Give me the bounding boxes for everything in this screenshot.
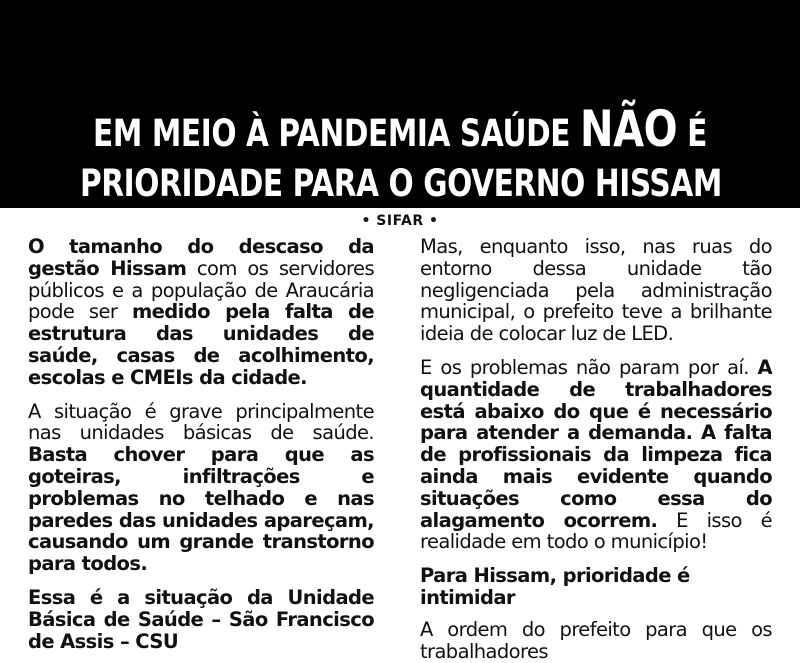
article-column-right: [420, 235, 772, 663]
headline: [80, 100, 722, 209]
headline-line-2: PRIORIDADE PARA O GOVERNO HISSAM: [80, 162, 722, 205]
byline: • SIFAR •: [361, 213, 439, 229]
headline-line-1: [80, 100, 720, 159]
paragraph-text: E os problemas não param por aí.: [420, 355, 758, 379]
paragraph-text: Mas, enquanto isso, nas ruas do entorno dessa unidade tão negligenciada pela administração municipal, o prefeito teve a brilhante ideia de colocar luz de LED.: [420, 235, 772, 346]
headline-text-2: É: [677, 112, 707, 155]
paragraph: [28, 587, 374, 652]
subheading: Para Hissam, prioridade é intimidar: [420, 564, 690, 609]
paragraph-bold: A quantidade de trabalhadores está abaixo do que é necessário para atender a demanda. A falta de profissionais da limpeza fica ainda mais evidente quando situações como essa do alagamento ocorrem.: [420, 355, 772, 532]
paragraph: [420, 236, 772, 345]
article-column-left: [28, 235, 375, 653]
paragraph-bold: Essa é a situação da Unidade Básica de Saúde – São Francisco de Assis – CSU: [28, 585, 374, 653]
paragraph: [420, 619, 772, 663]
paragraph-text: com os servidores públicos e a população de Araucária pode ser: [28, 256, 375, 324]
paragraph: [28, 401, 374, 575]
paragraph: [420, 357, 772, 553]
paragraph-text: E isso é realidade em todo o município!: [420, 508, 772, 554]
headline-text-1: EM MEIO À PANDEMIA SAÚDE: [93, 112, 580, 155]
paragraph: [28, 236, 374, 389]
paragraph-bold: Basta chover para que as goteiras, infiltrações e problemas no telhado e nas paredes das unidades apareçam, causando um grande transtorno para todos.: [28, 443, 374, 576]
paragraph-bold: medido pela falta de estrutura das unidades de saúde, casas de acolhimento, escolas e CMEIs da cidade.: [28, 300, 374, 389]
paragraph-text: A situação é grave principalmente nas unidades básicas de saúde.: [28, 399, 374, 445]
paragraph-bold: O tamanho do descaso da gestão Hissam: [28, 235, 374, 280]
headline-emphasis: NÃO: [579, 100, 678, 158]
paragraph-text: A ordem do prefeito para que os trabalhadores: [420, 617, 772, 663]
